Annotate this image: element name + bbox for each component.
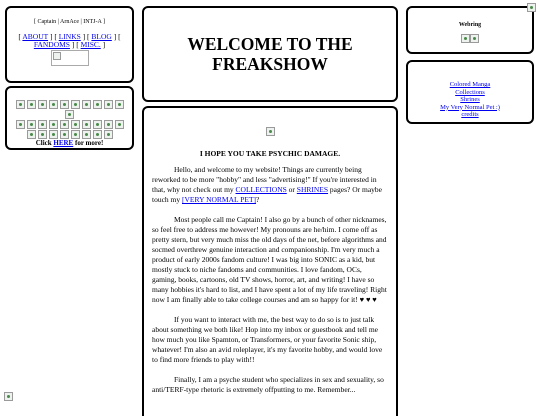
stamp-row	[7, 120, 132, 129]
stamp-image	[16, 120, 25, 129]
stamp-image	[16, 100, 25, 109]
stamp-image	[104, 120, 113, 129]
stamp-row	[7, 110, 132, 119]
side-link-shrines[interactable]: Shrines	[460, 96, 480, 103]
stamps-more-suffix: for more!	[73, 139, 104, 148]
stamp-image	[71, 130, 80, 139]
nav-link-about[interactable]: ABOUT	[22, 32, 49, 41]
side-links-list	[408, 81, 532, 119]
stamp-image	[71, 100, 80, 109]
intro-text-d: ?	[256, 195, 260, 204]
stamp-image	[65, 110, 74, 119]
stamp-image	[38, 120, 47, 129]
stamp-image	[104, 100, 113, 109]
side-link-pet[interactable]: My Very Normal Pet :)	[440, 103, 500, 111]
side-links-box	[406, 60, 534, 124]
stamp-image	[27, 100, 36, 109]
stamp-image	[27, 130, 36, 139]
stamp-image	[82, 120, 91, 129]
interact-paragraph: If you want to interact with me, the best way to do so is to just talk about something we both like! Hop into my inbox or guestbook and tell me how much you like Spamton, or Transformers, or your favorite Sonic ship, whatever! I'm also an avid roleplayer, it's my favorite hobby, and would love to find more friends to play with!!	[152, 315, 383, 364]
nav-tagline: [ Captain | ArnAce | INTJ-A ]	[33, 19, 106, 25]
stamp-image	[60, 130, 69, 139]
intro-text-b: or	[286, 185, 297, 194]
nav-links: [ ABOUT ] [ LINKS ] [ BLOG ] [ FANDOMS ] [ MISC. ]	[18, 32, 121, 49]
header-image-wrap	[144, 122, 396, 140]
corner-image	[527, 3, 536, 12]
stamp-row	[7, 130, 132, 139]
title-box	[142, 6, 398, 102]
stamp-image	[115, 120, 124, 129]
nav-link-blog[interactable]: BLOG	[91, 32, 112, 41]
stamp-image	[49, 120, 58, 129]
webring-buttons	[408, 29, 532, 47]
page-title: WELCOME TO THE FREAKSHOW	[187, 34, 353, 74]
webring-prev-image[interactable]	[461, 34, 470, 43]
webring-title: Webring	[458, 22, 482, 28]
stamps-box	[5, 86, 134, 150]
stamp-image	[71, 120, 80, 129]
stamp-image	[104, 130, 113, 139]
nav-link-links[interactable]: LINKS	[58, 32, 81, 41]
about-paragraph: Most people call me Captain! I also go by a bunch of other nicknames, so feel free to address me however! My pronouns are he/him. I come off as pretty stern, but very much miss the old days of the net, before algorithms and socmed overthrew genuine interaction and companionship. I'm very much a product of early 2000s fandom culture! I was big into SONIC as a kid, but mostly stuck to niche fandoms and communities. I love fandom, OCs, gaming, books, cartoons, old TV shows, horror, art, and writing! I have so many hobbies it's hard to list, and I have spent a lot of my life traveling! Right now I am finally able to take college courses and am so happy for it! ♥ ♥ ♥	[152, 215, 387, 304]
side-link-collections[interactable]: Collections	[455, 88, 485, 96]
intro-text-a: Hello, and welcome to my website! Things are currently being reworked to be more "hobby" and less "advertising!" If you're interested in that, why not check out my	[152, 165, 377, 194]
shrines-link[interactable]: SHRINES	[296, 185, 329, 194]
stamp-image	[60, 120, 69, 129]
webring-next-image[interactable]	[470, 34, 479, 43]
intro-paragraph	[152, 165, 387, 205]
stamp-image	[27, 120, 36, 129]
nav-link-misc[interactable]: MISC.	[80, 40, 101, 49]
nav-box	[5, 6, 134, 83]
closing-paragraph: Finally, I am a psyche student who specializes in sex and sexuality, so anti/TERF-type rhetoric is extremely offputting to me. Remember...	[152, 375, 384, 394]
collections-link[interactable]: COLLECTIONS	[235, 185, 287, 194]
stamp-image	[60, 100, 69, 109]
nav-banner-image[interactable]	[51, 50, 89, 66]
stamp-image	[49, 100, 58, 109]
side-link-credits[interactable]: credits	[461, 111, 479, 118]
stamp-image	[115, 100, 124, 109]
stamps-more-text	[7, 139, 132, 147]
main-content-box	[142, 106, 398, 416]
stamp-image	[82, 130, 91, 139]
stamp-image	[38, 100, 47, 109]
stamp-image	[93, 100, 102, 109]
pet-link[interactable]: [VERY NORMAL PET]	[182, 195, 257, 204]
stamp-image	[93, 130, 102, 139]
header-image	[266, 127, 275, 136]
intro-text-c: pages? Or maybe touch my	[152, 185, 382, 204]
main-heading: I HOPE YOU TAKE PSYCHIC DAMAGE.	[199, 149, 341, 158]
bottom-left-image	[4, 392, 13, 401]
stamp-image	[82, 100, 91, 109]
stamp-image	[49, 130, 58, 139]
webring-box	[406, 6, 534, 54]
side-link-colored-manga[interactable]: Colored Manga	[449, 81, 491, 88]
stamp-image	[38, 130, 47, 139]
stamp-image	[93, 120, 102, 129]
stamp-row	[7, 100, 132, 109]
stamps-more-prefix: Click	[35, 139, 54, 148]
nav-link-fandoms[interactable]: FANDOMS	[33, 40, 70, 49]
stamps-more-link[interactable]: HERE	[53, 139, 74, 148]
